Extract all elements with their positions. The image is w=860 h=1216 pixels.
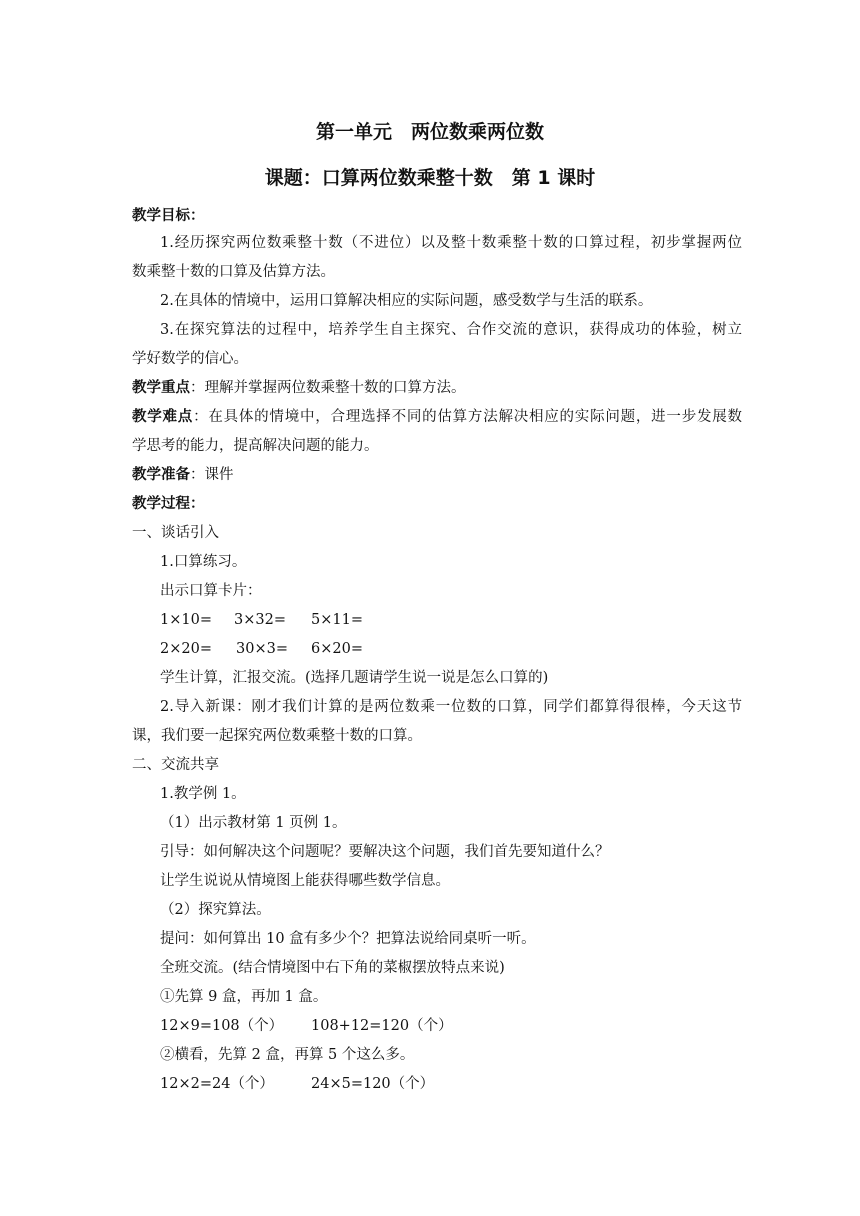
- cards-intro: 出示口算卡片：: [160, 583, 262, 599]
- goal-3-line-1: 3.在探究算法的过程中，培养学生自主探究、合作交流的意识，获得成功的体验，树立: [160, 322, 742, 338]
- card-item: 3×32=: [234, 612, 286, 628]
- class-exchange: 全班交流。(结合情境图中右下角的菜椒摆放特点来说): [160, 960, 505, 976]
- process-label: 教学过程：: [132, 496, 205, 512]
- key-point-text: ：理解并掌握两位数乘整十数的口算方法。: [190, 380, 466, 396]
- card-item: 2×20=: [160, 641, 212, 657]
- step-show-example: （1）出示教材第 1 页例 1。: [160, 815, 347, 831]
- section-2-heading: 二、交流共享: [132, 757, 219, 773]
- card-item: 1×10=: [160, 612, 212, 628]
- difficulty-label: 教学难点: [132, 409, 194, 425]
- lesson-title: 课题：口算两位数乘整十数 第 1 课时: [264, 167, 596, 189]
- intro-new-lesson-line-2: 课，我们要一起探究两位数乘整十数的口算。: [132, 728, 422, 744]
- ask-question: 提问：如何算出 10 盒有多少个？把算法说给同桌听一听。: [160, 931, 536, 947]
- goal-1-line-2: 数乘整十数的口算及估算方法。: [132, 264, 335, 280]
- cards-row-1: [160, 610, 742, 630]
- intro-new-lesson-line-1: 2.导入新课：刚才我们计算的是两位数乘一位数的口算，同学们都算得很棒，今天这节: [160, 699, 742, 715]
- goal-2: 2.在具体的情境中，运用口算解决相应的实际问题，感受数学与生活的联系。: [160, 293, 653, 309]
- step-1-1: 1.口算练习。: [160, 554, 247, 570]
- calc-report: 学生计算，汇报交流。(选择几题请学生说一说是怎么口算的): [160, 670, 549, 686]
- difficulty-text-1: ：在具体的情境中，合理选择不同的估算方法解决相应的实际问题，进一步发展数: [193, 409, 742, 425]
- card-item: 5×11=: [311, 612, 363, 628]
- preparation: [132, 465, 742, 485]
- equation: 108+12=120（个）: [311, 1018, 453, 1034]
- guide-question: 引导：如何解决这个问题呢？要解决这个问题，我们首先要知道什么？: [160, 844, 610, 860]
- difficulty-line-2: 学思考的能力，提高解决问题的能力。: [132, 438, 379, 454]
- goal-1-line-1: 1.经历探究两位数乘整十数（不进位）以及整十数乘整十数的口算过程，初步掌握两位: [160, 235, 742, 251]
- preparation-label: 教学准备: [132, 467, 190, 483]
- key-point-label: 教学重点: [132, 380, 190, 396]
- goal-3-line-2: 学好数学的信心。: [132, 351, 248, 367]
- equation: 24×5=120（个）: [311, 1076, 435, 1092]
- method-1-equations: [160, 1016, 742, 1036]
- card-item: 6×20=: [311, 641, 363, 657]
- method-2-equations: [160, 1074, 742, 1094]
- info-prompt: 让学生说说从情境图上能获得哪些数学信息。: [160, 873, 450, 889]
- difficulty-line-1: [132, 407, 742, 427]
- goals-label: 教学目标：: [132, 208, 205, 224]
- key-point: [132, 378, 742, 398]
- equation: 12×2=24（个）: [160, 1076, 274, 1092]
- method-1: ①先算 9 盒，再加 1 盒。: [160, 989, 328, 1005]
- equation: 12×9=108（个）: [160, 1018, 284, 1034]
- cards-row-2: [160, 639, 742, 659]
- preparation-text: ：课件: [190, 467, 234, 483]
- unit-title: 第一单元 两位数乘两位数: [315, 121, 544, 143]
- method-2: ②横看，先算 2 盒，再算 5 个这么多。: [160, 1047, 415, 1063]
- step-explore: （2）探究算法。: [160, 902, 271, 918]
- card-item: 30×3=: [236, 641, 288, 657]
- section-1-heading: 一、谈话引入: [132, 525, 219, 541]
- example-1: 1.教学例 1。: [160, 786, 246, 802]
